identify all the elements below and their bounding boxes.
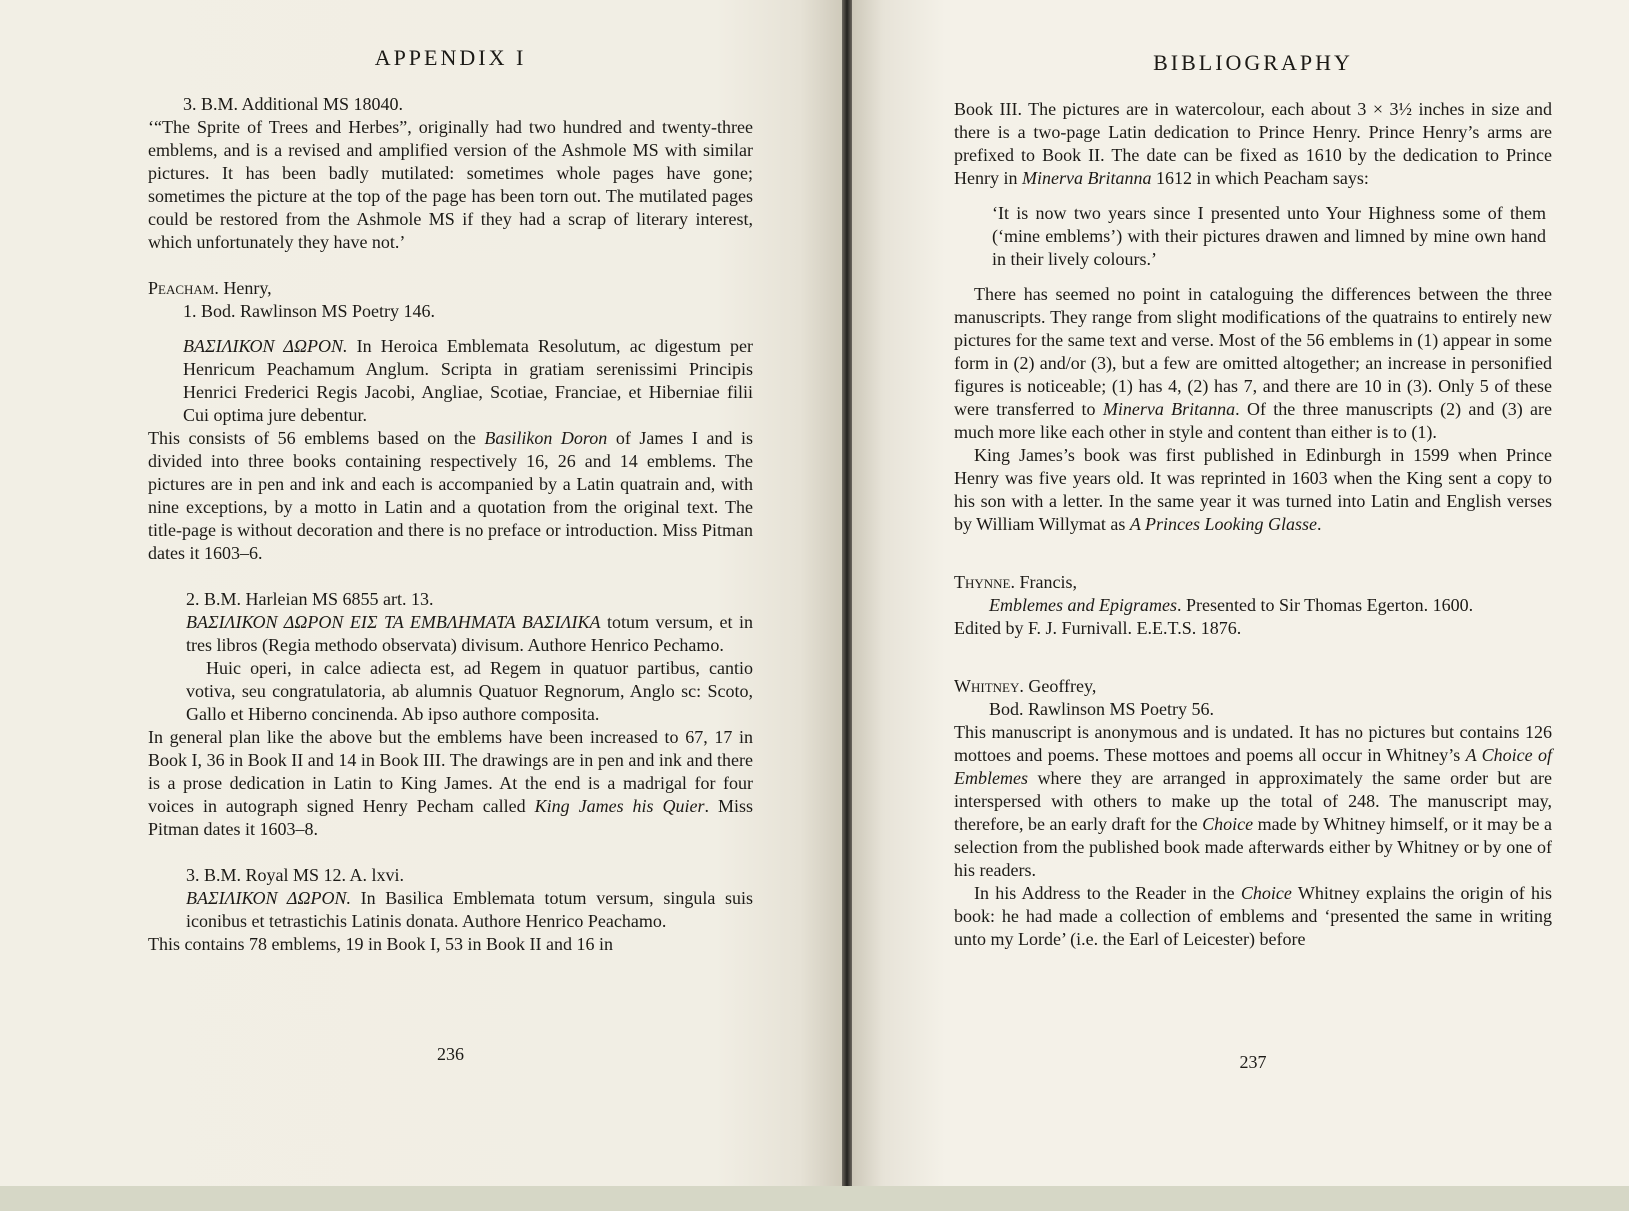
right-page: [852, 0, 1629, 1211]
manuscript-description: In general plan like the above but the emblems have been increased to 67, 17 in Book I, 36 in Book II and 14 in Book III. The drawings are in pen and ink and there is a prose dedication in Latin to King James. At the end is a madrigal for four voices in autograph signed Henry Pecham called King James his Quier. Miss Pitman dates it 1603–8.: [148, 727, 754, 839]
edition-note: Edited by F. J. Furnivall. E.E.T.S. 1876.: [954, 618, 1242, 638]
latin-title: totum versum, et in tres libros (Regia methodo observata) divisum. Authore Henrico Pechamo.: [186, 612, 754, 655]
manuscript-heading: 3. B.M. Royal MS 12. A. lxvi.: [186, 865, 405, 885]
latin-title: In Basilica Emblemata totum versum, singula suis iconibus et tetrastichis Latinis donata. Authore Henrico Peachamo.: [186, 888, 753, 931]
right-page-text: [954, 50, 1552, 951]
manuscript-heading: Bod. Rawlinson MS Poetry 56.: [989, 699, 1215, 719]
manuscript-description: This manuscript is anonymous and is undated. It has no pictures but contains 126 mottoes and poems. These mottoes and poems all occur in Whitney’s A Choice of Emblemes where they are arranged in approximately the same order but are interspersed with others to make up the total of 248. The manuscript may, therefore, be an early draft for the Choice made by Whitney himself, or it may be a selection from the published book made afterwards either by Whitney or by one of his readers.: [954, 722, 1553, 880]
book-gutter: [842, 0, 852, 1211]
page-number-right: 237: [1239, 1052, 1267, 1072]
author-entry: [954, 675, 1552, 698]
manuscript-description: This consists of 56 emblems based on the Basilikon Doron of James I and is divided into three books containing respectively 16, 26 and 14 emblems. The pictures are in pen and ink and each is accompanied by a Latin quatrain and, with nine exceptions, by a motto in Latin and a quotation from the original text. The title-page is without decoration and there is no preface or introduction. Miss Pitman dates it 1603–6.: [148, 428, 753, 563]
paragraph: Book III. The pictures are in watercolour, each about 3 × 3½ inches in size and there is a two-page Latin dedication to Prince Henry. Prince Henry’s arms are prefixed to Book II. The date can be fixed as 1610 by the dedication to Prince Henry in Minerva Britanna 1612 in which Peacham says:: [954, 99, 1552, 188]
greek-title: ΒΑΣΙΛΙΚΟΝ ΔΩΡΟΝ ΕΙΣ ΤΑ ΕΜΒΛΗΜΑΤΑ ΒΑΣΙΛΙΚΑ: [186, 612, 601, 632]
greek-title: ΒΑΣΙΛΙΚΟΝ ΔΩΡΟΝ.: [186, 888, 351, 908]
author-entry: [148, 277, 753, 300]
running-head-right: BIBLIOGRAPHY: [1153, 50, 1353, 75]
author-forename: . Geoffrey,: [1019, 676, 1097, 696]
author-name: Peacham: [148, 278, 215, 298]
scan-background-strip: [0, 1186, 1629, 1211]
running-head-left: APPENDIX I: [374, 45, 527, 70]
manuscript-title: [148, 611, 753, 657]
manuscript-heading: 2. B.M. Harleian MS 6855 art. 13.: [186, 589, 434, 609]
manuscript-heading: 1. Bod. Rawlinson MS Poetry 146.: [183, 301, 436, 321]
entry-heading: 3. B.M. Additional MS 18040.: [183, 94, 404, 114]
manuscript-title: [148, 887, 753, 933]
block-quotation: ‘It is now two years since I presented unto Your Highness some of them (‘mine emblems’) with their pictures drawen and limned by mine own hand in their lively colours.’: [992, 203, 1546, 269]
latin-title: In Heroica Emblemata Resolutum, ac digestum per Henricum Peachamum Anglum. Scripta in gratiam serenissimi Principis Henrici Frederici Regis Jacobi, Angliae, Scotiae, Franciae, et Hiberniae filii Cui optima jure debentur.: [183, 336, 753, 425]
left-page-text: [148, 45, 753, 956]
page-number-left: 236: [437, 1044, 464, 1064]
author-entry: [954, 571, 1552, 594]
work-title: Emblemes and Epigrames. Presented to Sir Thomas Egerton. 1600.: [989, 595, 1474, 615]
paragraph: There has seemed no point in cataloguing the differences between the three manuscripts. They range from slight modifications of the quatrains to entirely new pictures for the same text and verse. Most of the 56 emblems in (1) appear in some form in (2) and/or (3), but a few are omitted altogether; an increase in personified figures is noticeable; (1) has 4, (2) has 7, and there are 10 in (3). Only 5 of these were transferred to Minerva Britanna. Of the three manuscripts (2) and (3) are much more like each other in style and content than either is to (1).: [954, 284, 1552, 442]
greek-title: ΒΑΣΙΛΙΚΟΝ ΔΩΡΟΝ.: [183, 336, 348, 356]
paragraph: In his Address to the Reader in the Choice Whitney explains the origin of his book: he had made a collection of emblems and ‘presented the same in writing unto my Lorde’ (i.e. the Earl of Leicester) before: [954, 883, 1552, 949]
quotation: ‘“The Sprite of Trees and Herbes”, originally had two hundred and twenty-three emblems, and is a revised and amplified version of the Ashmole MS with similar pictures. It has been badly mutilated: sometimes whole pages have gone; sometimes the picture at the top of the page has been torn out. The mutilated pages could be restored from the Ashmole MS if they had a scrap of literary interest, which unfortunately they have not.’: [148, 117, 753, 252]
author-forename: . Francis,: [1010, 572, 1077, 592]
manuscript-title: [148, 335, 753, 427]
author-forename: . Henry,: [214, 278, 272, 298]
manuscript-title-continued: Huic operi, in calce adiecta est, ad Regem in quatuor partibus, cantio votiva, seu congratulatoria, ab alumnis Quatuor Regnorum, Anglo sc: Scoto, Gallo et Hiberno concinenda. Ab ipso authore composita.: [186, 658, 753, 724]
manuscript-description: This contains 78 emblems, 19 in Book I, 53 in Book II and 16 in: [148, 934, 613, 954]
author-name: Thynne: [954, 572, 1011, 592]
author-name: Whitney: [954, 676, 1020, 696]
paragraph: King James’s book was first published in Edinburgh in 1599 when Prince Henry was five years old. It was reprinted in 1603 when the King sent a copy to his son with a letter. In the same year it was turned into Latin and English verses by William Willymat as A Princes Looking Glasse.: [954, 445, 1552, 534]
